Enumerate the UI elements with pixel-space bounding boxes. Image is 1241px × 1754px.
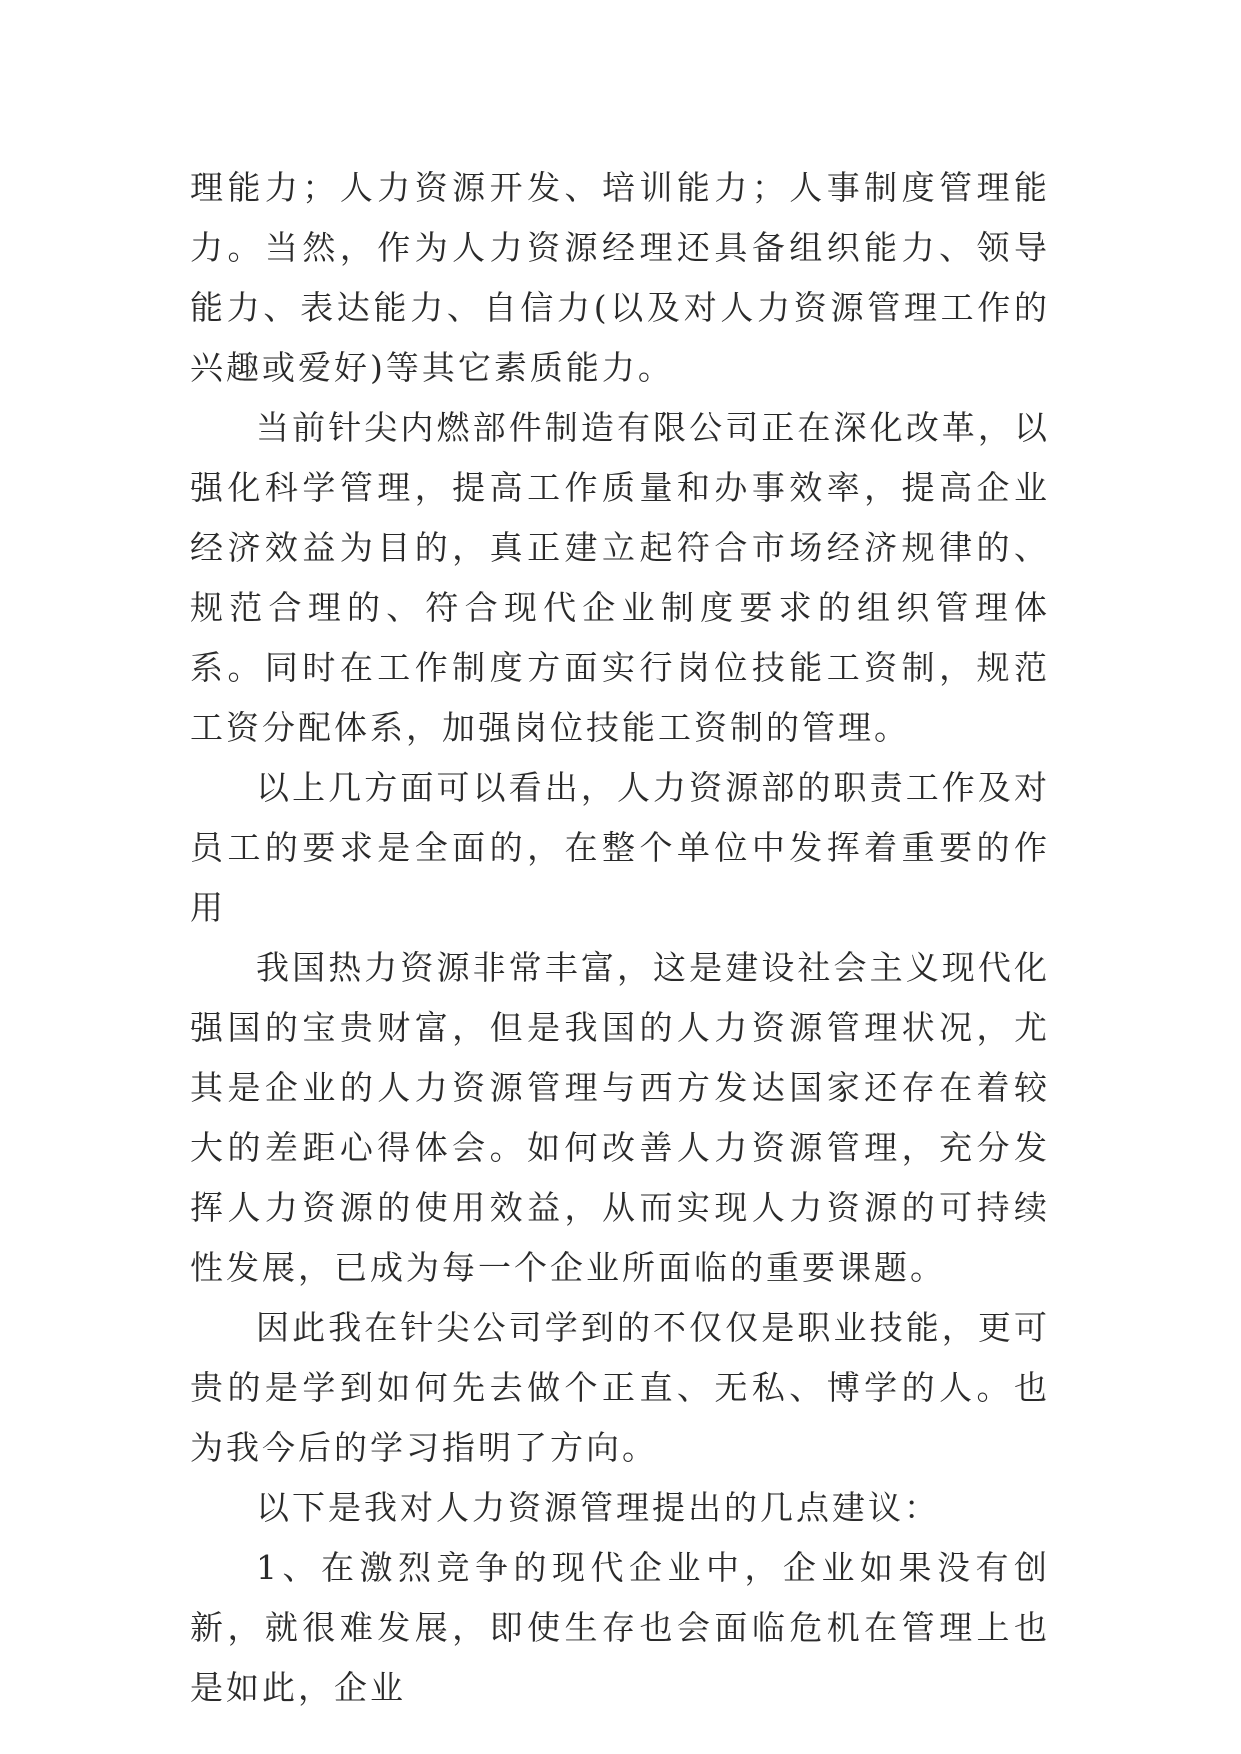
paragraph: 以下是我对人力资源管理提出的几点建议： bbox=[256, 1488, 940, 1527]
document-body bbox=[190, 158, 1050, 1718]
paragraph: 以上几方面可以看出，人力资源部的职责工作及对员工的要求是全面的，在整个单位中发挥着重要的作用 bbox=[190, 768, 1050, 927]
paragraph-continues: 1、在激烈竞争的现代企业中，企业如果没有创新，就很难发展，即使生存也会面临危机在管理上也是如此，企业 bbox=[190, 1548, 1050, 1707]
paragraph: 当前针尖内燃部件制造有限公司正在深化改革，以强化科学管理，提高工作质量和办事效率，提高企业经济效益为目的，真正建立起符合市场经济规律的、规范合理的、符合现代企业制度要求的组织管理体系。同时在工作制度方面实行岗位技能工资制，规范工资分配体系，加强岗位技能工资制的管理。 bbox=[190, 408, 1050, 747]
paragraph-continued: 理能力；人力资源开发、培训能力；人事制度管理能力。当然，作为人力资源经理还具备组织能力、领导能力、表达能力、自信力(以及对人力资源管理工作的兴趣或爱好)等其它素质能力。 bbox=[190, 168, 1050, 387]
paragraph: 因此我在针尖公司学到的不仅仅是职业技能，更可贵的是学到如何先去做个正直、无私、博学的人。也为我今后的学习指明了方向。 bbox=[190, 1308, 1050, 1467]
paragraph: 我国热力资源非常丰富，这是建设社会主义现代化强国的宝贵财富，但是我国的人力资源管理状况，尤其是企业的人力资源管理与西方发达国家还存在着较大的差距心得体会。如何改善人力资源管理，充分发挥人力资源的使用效益，从而实现人力资源的可持续性发展，已成为每一个企业所面临的重要课题。 bbox=[190, 948, 1050, 1287]
